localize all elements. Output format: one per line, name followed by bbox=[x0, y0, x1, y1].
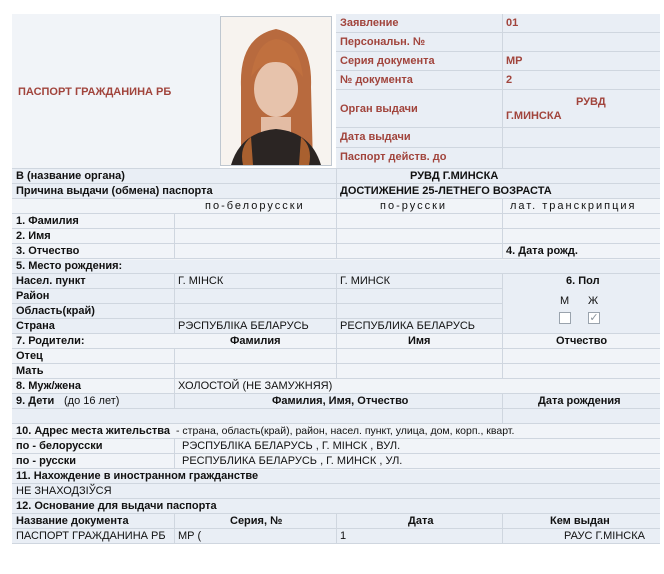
field-label-issuing-authority: Орган выдачи bbox=[340, 103, 418, 115]
country-label: Страна bbox=[16, 320, 55, 332]
foreign-value: НЕ ЗНАХОДЗІЎСЯ bbox=[16, 485, 112, 497]
locality-ru: Г. МИНСК bbox=[340, 275, 391, 287]
reason-value: ДОСТИЖЕНИЕ 25-ЛЕТНЕГО ВОЗРАСТА bbox=[340, 185, 552, 197]
birthplace-title: 5. Место рождения: bbox=[16, 260, 123, 272]
sex-male-checkbox[interactable] bbox=[559, 312, 571, 324]
basis-col-date: Дата bbox=[408, 515, 434, 527]
basis-col-issuer: Кем выдан bbox=[550, 515, 610, 527]
parents-col-surname: Фамилия bbox=[230, 335, 281, 347]
patronymic-label: 3. Отчество bbox=[16, 245, 80, 257]
organ-label: В (название органа) bbox=[16, 170, 125, 182]
mother-label: Мать bbox=[16, 365, 44, 377]
spouse-label: 8. Муж/жена bbox=[16, 380, 82, 392]
district-label: Район bbox=[16, 290, 50, 302]
sex-title: 6. Пол bbox=[566, 275, 600, 287]
field-label-doc-series: Серия документа bbox=[340, 55, 435, 67]
address-hint: - страна, область(край), район, насел. пункт, улица, дом, корп., кварт. bbox=[176, 425, 515, 437]
parents-col-patronymic: Отчество bbox=[556, 335, 608, 347]
locality-by: Г. МІНСК bbox=[178, 275, 224, 287]
children-note: (до 16 лет) bbox=[64, 395, 120, 407]
parents-col-name: Имя bbox=[408, 335, 431, 347]
col-belarusian: по-белорусски bbox=[205, 200, 305, 212]
col-latin: лат. транскрипция bbox=[510, 200, 637, 212]
col-russian: по-русски bbox=[380, 200, 448, 212]
basis-title: 12. Основание для выдачи паспорта bbox=[16, 500, 217, 512]
children-col-fio: Фамилия, Имя, Отчество bbox=[272, 395, 409, 407]
basis-date: 1 bbox=[340, 530, 347, 542]
country-by: РЭСПУБЛІКА БЕЛАРУСЬ bbox=[178, 320, 309, 332]
reason-label: Причина выдачи (обмена) паспорта bbox=[16, 185, 213, 197]
address-title: 10. Адрес места жительства bbox=[16, 425, 170, 437]
sex-male-label: М bbox=[560, 295, 570, 307]
locality-label: Насел. пункт bbox=[16, 275, 86, 287]
name-label: 2. Имя bbox=[16, 230, 51, 242]
field-label-valid-until: Паспорт действ. до bbox=[340, 151, 447, 163]
field-label-personal-number: Персональн. № bbox=[340, 36, 426, 48]
basis-issuer: РАУС Г.МІНСКА bbox=[564, 530, 645, 542]
children-col-birth: Дата рождения bbox=[538, 395, 621, 407]
children-label: 9. Дети bbox=[16, 395, 55, 407]
field-label-application: Заявление bbox=[340, 17, 399, 29]
passport-title: ПАСПОРТ ГРАЖДАНИНА РБ bbox=[18, 86, 172, 98]
applicant-photo bbox=[220, 16, 332, 166]
basis-doc: ПАСПОРТ ГРАЖДАНИНА РБ bbox=[16, 530, 166, 542]
field-value-doc-number: 2 bbox=[506, 74, 513, 86]
field-label-issue-date: Дата выдачи bbox=[340, 131, 411, 143]
sex-female-label: Ж bbox=[588, 295, 599, 307]
address-ru-label: по - русски bbox=[16, 455, 77, 467]
region-label: Область(край) bbox=[16, 305, 95, 317]
birth-date-label: 4. Дата рожд. bbox=[506, 245, 578, 257]
address-ru-value: РЕСПУБЛИКА БЕЛАРУСЬ , Г. МИНСК , УЛ. bbox=[182, 455, 403, 467]
parents-title: 7. Родители: bbox=[16, 335, 85, 347]
country-ru: РЕСПУБЛИКА БЕЛАРУСЬ bbox=[340, 320, 476, 332]
father-label: Отец bbox=[16, 350, 43, 362]
organ-value: РУВД Г.МИНСКА bbox=[410, 170, 499, 182]
field-value-application: 01 bbox=[506, 17, 519, 29]
address-by-label: по - белорусски bbox=[16, 440, 103, 452]
portrait-image bbox=[221, 17, 331, 165]
spouse-value: ХОЛОСТОЙ (НЕ ЗАМУЖНЯЯ) bbox=[178, 380, 333, 392]
field-value-doc-series: МР bbox=[506, 55, 523, 67]
sex-female-checkbox[interactable]: ✓ bbox=[589, 312, 599, 324]
surname-label: 1. Фамилия bbox=[16, 215, 79, 227]
basis-series: МР ( bbox=[178, 530, 202, 542]
field-label-doc-number: № документа bbox=[340, 74, 413, 86]
basis-col-series: Серия, № bbox=[230, 515, 283, 527]
field-value-issuing-authority-2: Г.МИНСКА bbox=[506, 110, 562, 122]
address-by-value: РЭСПУБЛІКА БЕЛАРУСЬ , Г. МІНСК , ВУЛ. bbox=[182, 440, 401, 452]
basis-col-doc: Название документа bbox=[16, 515, 129, 527]
field-value-issuing-authority-1: РУВД bbox=[576, 96, 606, 108]
foreign-title: 11. Нахождение в иностранном гражданстве bbox=[16, 470, 259, 482]
